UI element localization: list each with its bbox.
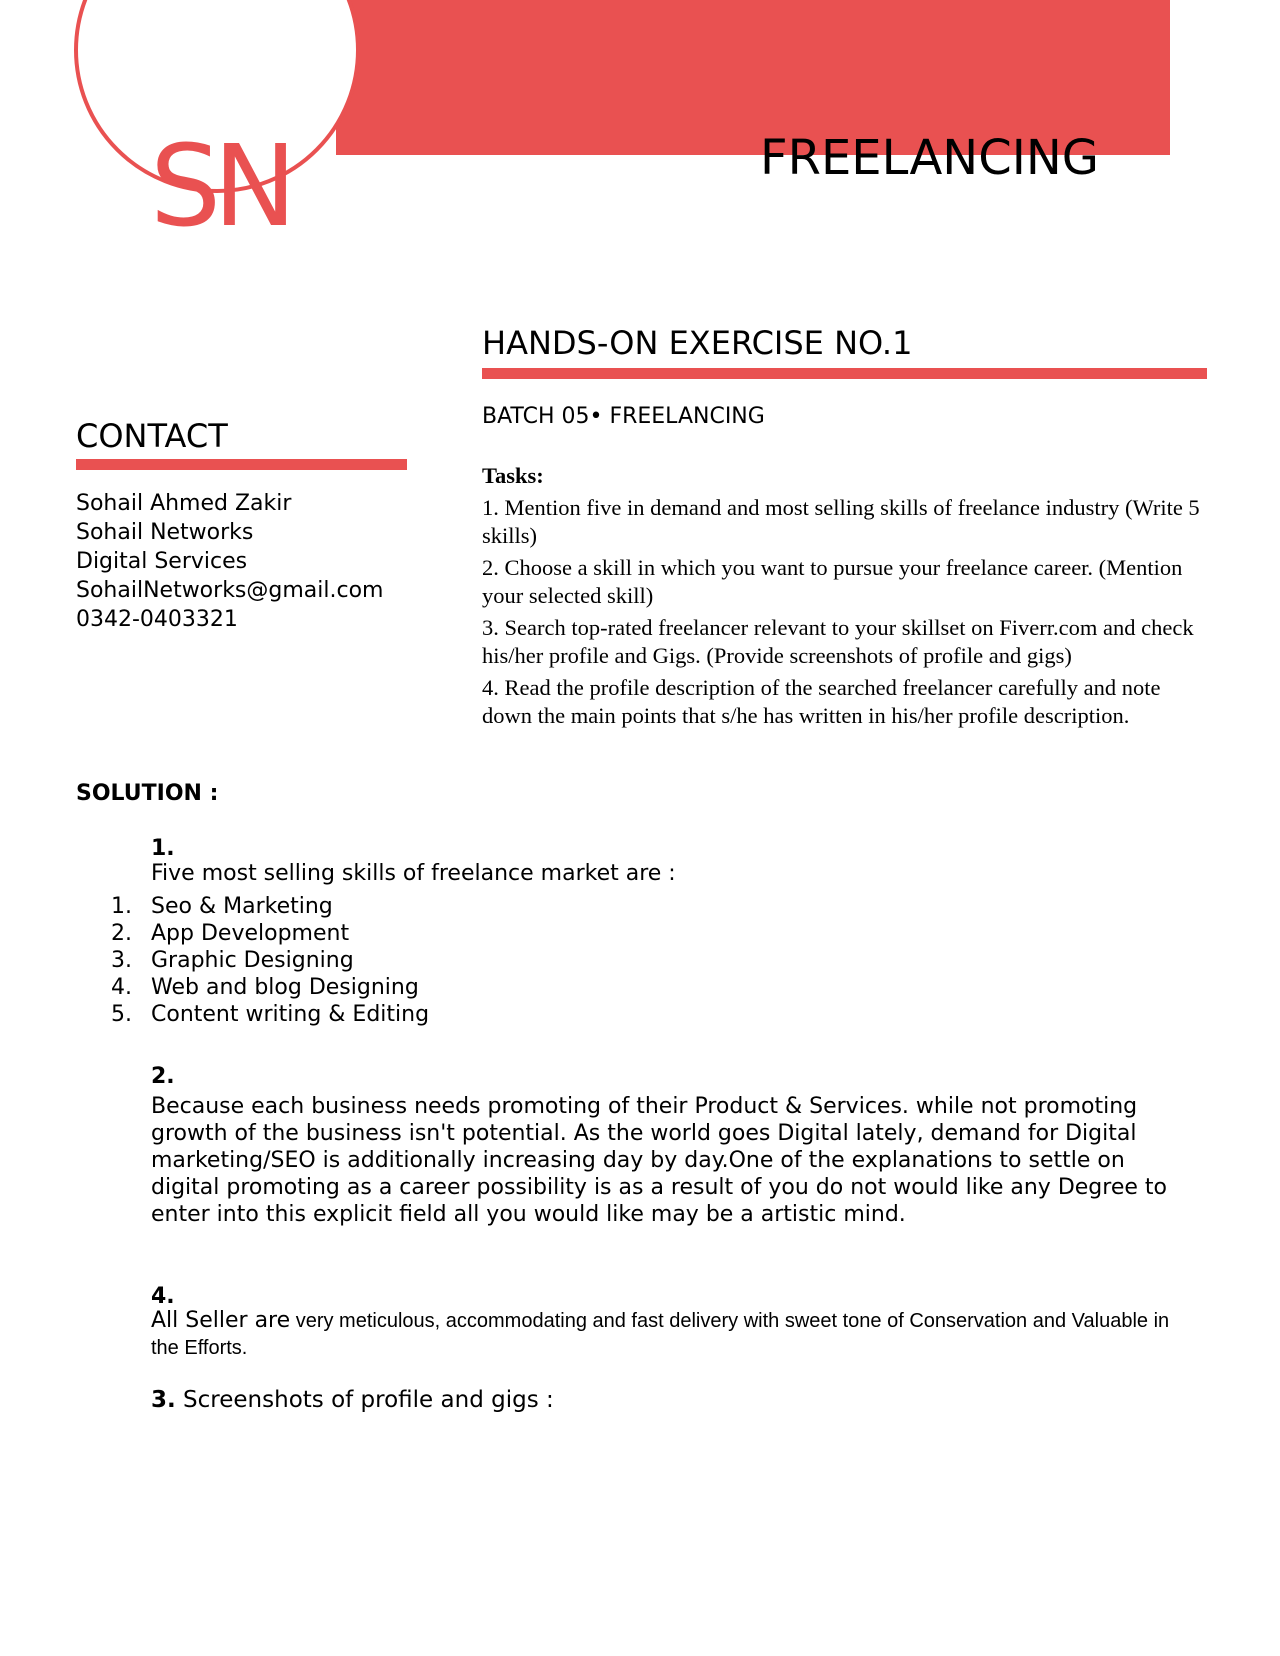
- solution-title: SOLUTION :: [76, 781, 219, 806]
- header-title-clip: [760, 124, 1160, 176]
- solution-3-text: Screenshots of profile and gigs :: [175, 1387, 554, 1413]
- contact-title: CONTACT: [76, 417, 228, 455]
- contact-details: [76, 489, 383, 634]
- monogram-logo: SN: [150, 122, 289, 252]
- solution-1-number: 1.: [151, 836, 175, 861]
- list-item-label: Web and blog Designing: [151, 975, 419, 1000]
- list-item: [111, 947, 429, 974]
- task-item: 2. Choose a skill in which you want to pursue your freelance career. (Mention your selected skill): [482, 555, 1183, 608]
- header-title: FREELANCING: [760, 130, 1099, 176]
- solution-2-number: 2.: [151, 1064, 175, 1089]
- solution-1-intro: Five most selling skills of freelance market are :: [151, 861, 676, 886]
- batch-line: BATCH 05• FREELANCING: [482, 404, 765, 429]
- contact-email: SohailNetworks@gmail.com: [76, 578, 384, 603]
- list-item: [111, 974, 429, 1001]
- list-item-number: 2.: [111, 921, 132, 946]
- list-item-number: 5.: [111, 1002, 132, 1027]
- solution-2-text: Because each business needs promoting of their Product & Services. while not promoting growth of the business isn't potential. As the world goes Digital lately, demand for Digital marketing/SEO is additionally increasing day by day.One of the explanations to settle on digital promoting as a career possibility is as a result of you do not would like any Degree to enter into this explicit field all you would like may be a artistic mind.: [151, 1094, 1167, 1227]
- contact-company: Sohail Networks: [76, 520, 254, 545]
- task-item: 1. Mention five in demand and most selling skills of freelance industry (Write 5 skills): [482, 495, 1200, 548]
- contact-name: Sohail Ahmed Zakir: [76, 491, 292, 516]
- contact-phone: 0342-0403321: [76, 607, 238, 632]
- list-item-label: Graphic Designing: [151, 948, 354, 973]
- list-item-label: Seo & Marketing: [151, 894, 333, 919]
- list-item-number: 1.: [111, 894, 132, 919]
- list-item-number: 4.: [111, 975, 132, 1000]
- contact-service: Digital Services: [76, 549, 248, 574]
- tasks-block: [482, 462, 1212, 730]
- solution-4-rest: very meticulous, accommodating and fast delivery with sweet tone of Conservation and Valuable in the Efforts.: [151, 1310, 1170, 1359]
- solution-3-number: 3.: [151, 1387, 176, 1413]
- tasks-title: Tasks:: [482, 463, 544, 488]
- skills-list: [111, 893, 429, 1028]
- list-item-number: 3.: [111, 948, 132, 973]
- task-item: 3. Search top-rated freelancer relevant to your skillset on Fiverr.com and check his/her profile and Gigs. (Provide screenshots of profile and gigs): [482, 615, 1194, 668]
- list-item-label: Content writing & Editing: [151, 1002, 430, 1027]
- task-item: 4. Read the profile description of the searched freelancer carefully and note down the main points that s/he has written in his/her profile description.: [482, 675, 1161, 728]
- list-item-label: App Development: [151, 921, 350, 946]
- solution-4-text: [151, 1308, 1201, 1362]
- contact-title-rule: [76, 459, 407, 470]
- solution-3-line: [151, 1389, 554, 1412]
- list-item: [111, 920, 429, 947]
- list-item: [111, 1001, 429, 1028]
- solution-4-lead: All Seller are: [151, 1308, 291, 1333]
- solution-4-number: 4.: [151, 1284, 175, 1309]
- list-item: [111, 893, 429, 920]
- exercise-title: HANDS-ON EXERCISE NO.1: [482, 324, 913, 362]
- exercise-title-rule: [482, 368, 1207, 379]
